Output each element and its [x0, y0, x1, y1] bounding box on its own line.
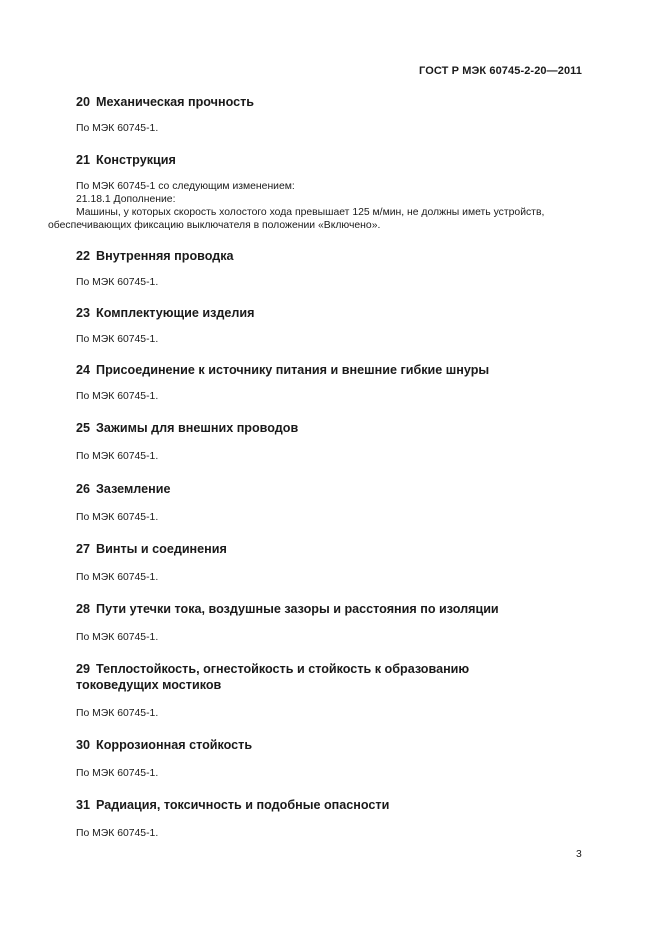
- section-text: По МЭК 60745-1.: [76, 391, 159, 402]
- section-number: 27: [76, 542, 91, 556]
- section-title: Конструкция: [96, 153, 176, 167]
- section-heading-29: [76, 661, 596, 693]
- section-number: 20: [76, 95, 91, 109]
- section-title: Радиация, токсичность и подобные опасности: [96, 798, 390, 812]
- section-heading-30: [76, 737, 596, 753]
- section-text: По МЭК 60745-1.: [76, 828, 159, 839]
- section-number: 31: [76, 798, 91, 812]
- section-heading-27: [76, 541, 596, 557]
- section-title: Теплостойкость, огнестойкость и стойкость к образованию: [96, 662, 470, 676]
- paragraph-line: Машины, у которых скорость холостого хода превышает 125 м/мин, не должны иметь устройств,: [76, 207, 545, 218]
- section-number: 23: [76, 306, 91, 320]
- section-number: 28: [76, 602, 91, 616]
- section-title: Винты и соединения: [96, 542, 227, 556]
- section-heading-20: [76, 94, 596, 110]
- section-text: По МЭК 60745-1 со следующим изменением:: [76, 181, 295, 192]
- section-number: 30: [76, 738, 91, 752]
- section-title: Коррозионная стойкость: [96, 738, 253, 752]
- section-heading-24: [76, 362, 596, 378]
- section-title: Механическая прочность: [96, 95, 255, 109]
- section-heading-28: [76, 601, 596, 617]
- section-title: Пути утечки тока, воздушные зазоры и расстояния по изоляции: [96, 602, 499, 616]
- section-heading-31: [76, 797, 596, 813]
- section-title: Заземление: [96, 482, 171, 496]
- section-heading-21: [76, 152, 596, 168]
- paragraph-line: обеспечивающих фиксацию выключателя в положении «Включено».: [48, 220, 381, 231]
- section-number: 21: [76, 153, 91, 167]
- clause-label: 21.18.1 Дополнение:: [76, 194, 176, 205]
- section-text: По МЭК 60745-1.: [76, 512, 159, 523]
- section-text: По МЭК 60745-1.: [76, 632, 159, 643]
- section-number: 29: [76, 662, 91, 676]
- section-number: 22: [76, 249, 91, 263]
- section-heading-25: [76, 420, 596, 436]
- section-title: Комплектующие изделия: [96, 306, 255, 320]
- section-title: Зажимы для внешних проводов: [96, 421, 299, 435]
- section-number: 25: [76, 421, 91, 435]
- section-text: По МЭК 60745-1.: [76, 334, 159, 345]
- section-text: По МЭК 60745-1.: [76, 572, 159, 583]
- section-text: По МЭК 60745-1.: [76, 768, 159, 779]
- section-text: По МЭК 60745-1.: [76, 277, 159, 288]
- page-number: 3: [576, 849, 582, 860]
- section-title: Присоединение к источнику питания и внешние гибкие шнуры: [96, 363, 490, 377]
- section-title: Внутренняя проводка: [96, 249, 234, 263]
- section-heading-26: [76, 481, 596, 497]
- section-number: 24: [76, 363, 91, 377]
- section-text: По МЭК 60745-1.: [76, 451, 159, 462]
- section-title-continuation: токоведущих мостиков: [76, 678, 222, 692]
- section-text: По МЭК 60745-1.: [76, 123, 159, 134]
- section-heading-23: [76, 305, 596, 321]
- section-text: По МЭК 60745-1.: [76, 708, 159, 719]
- section-number: 26: [76, 482, 91, 496]
- standard-designation: ГОСТ Р МЭК 60745-2-20—2011: [419, 65, 582, 77]
- section-heading-22: [76, 248, 596, 264]
